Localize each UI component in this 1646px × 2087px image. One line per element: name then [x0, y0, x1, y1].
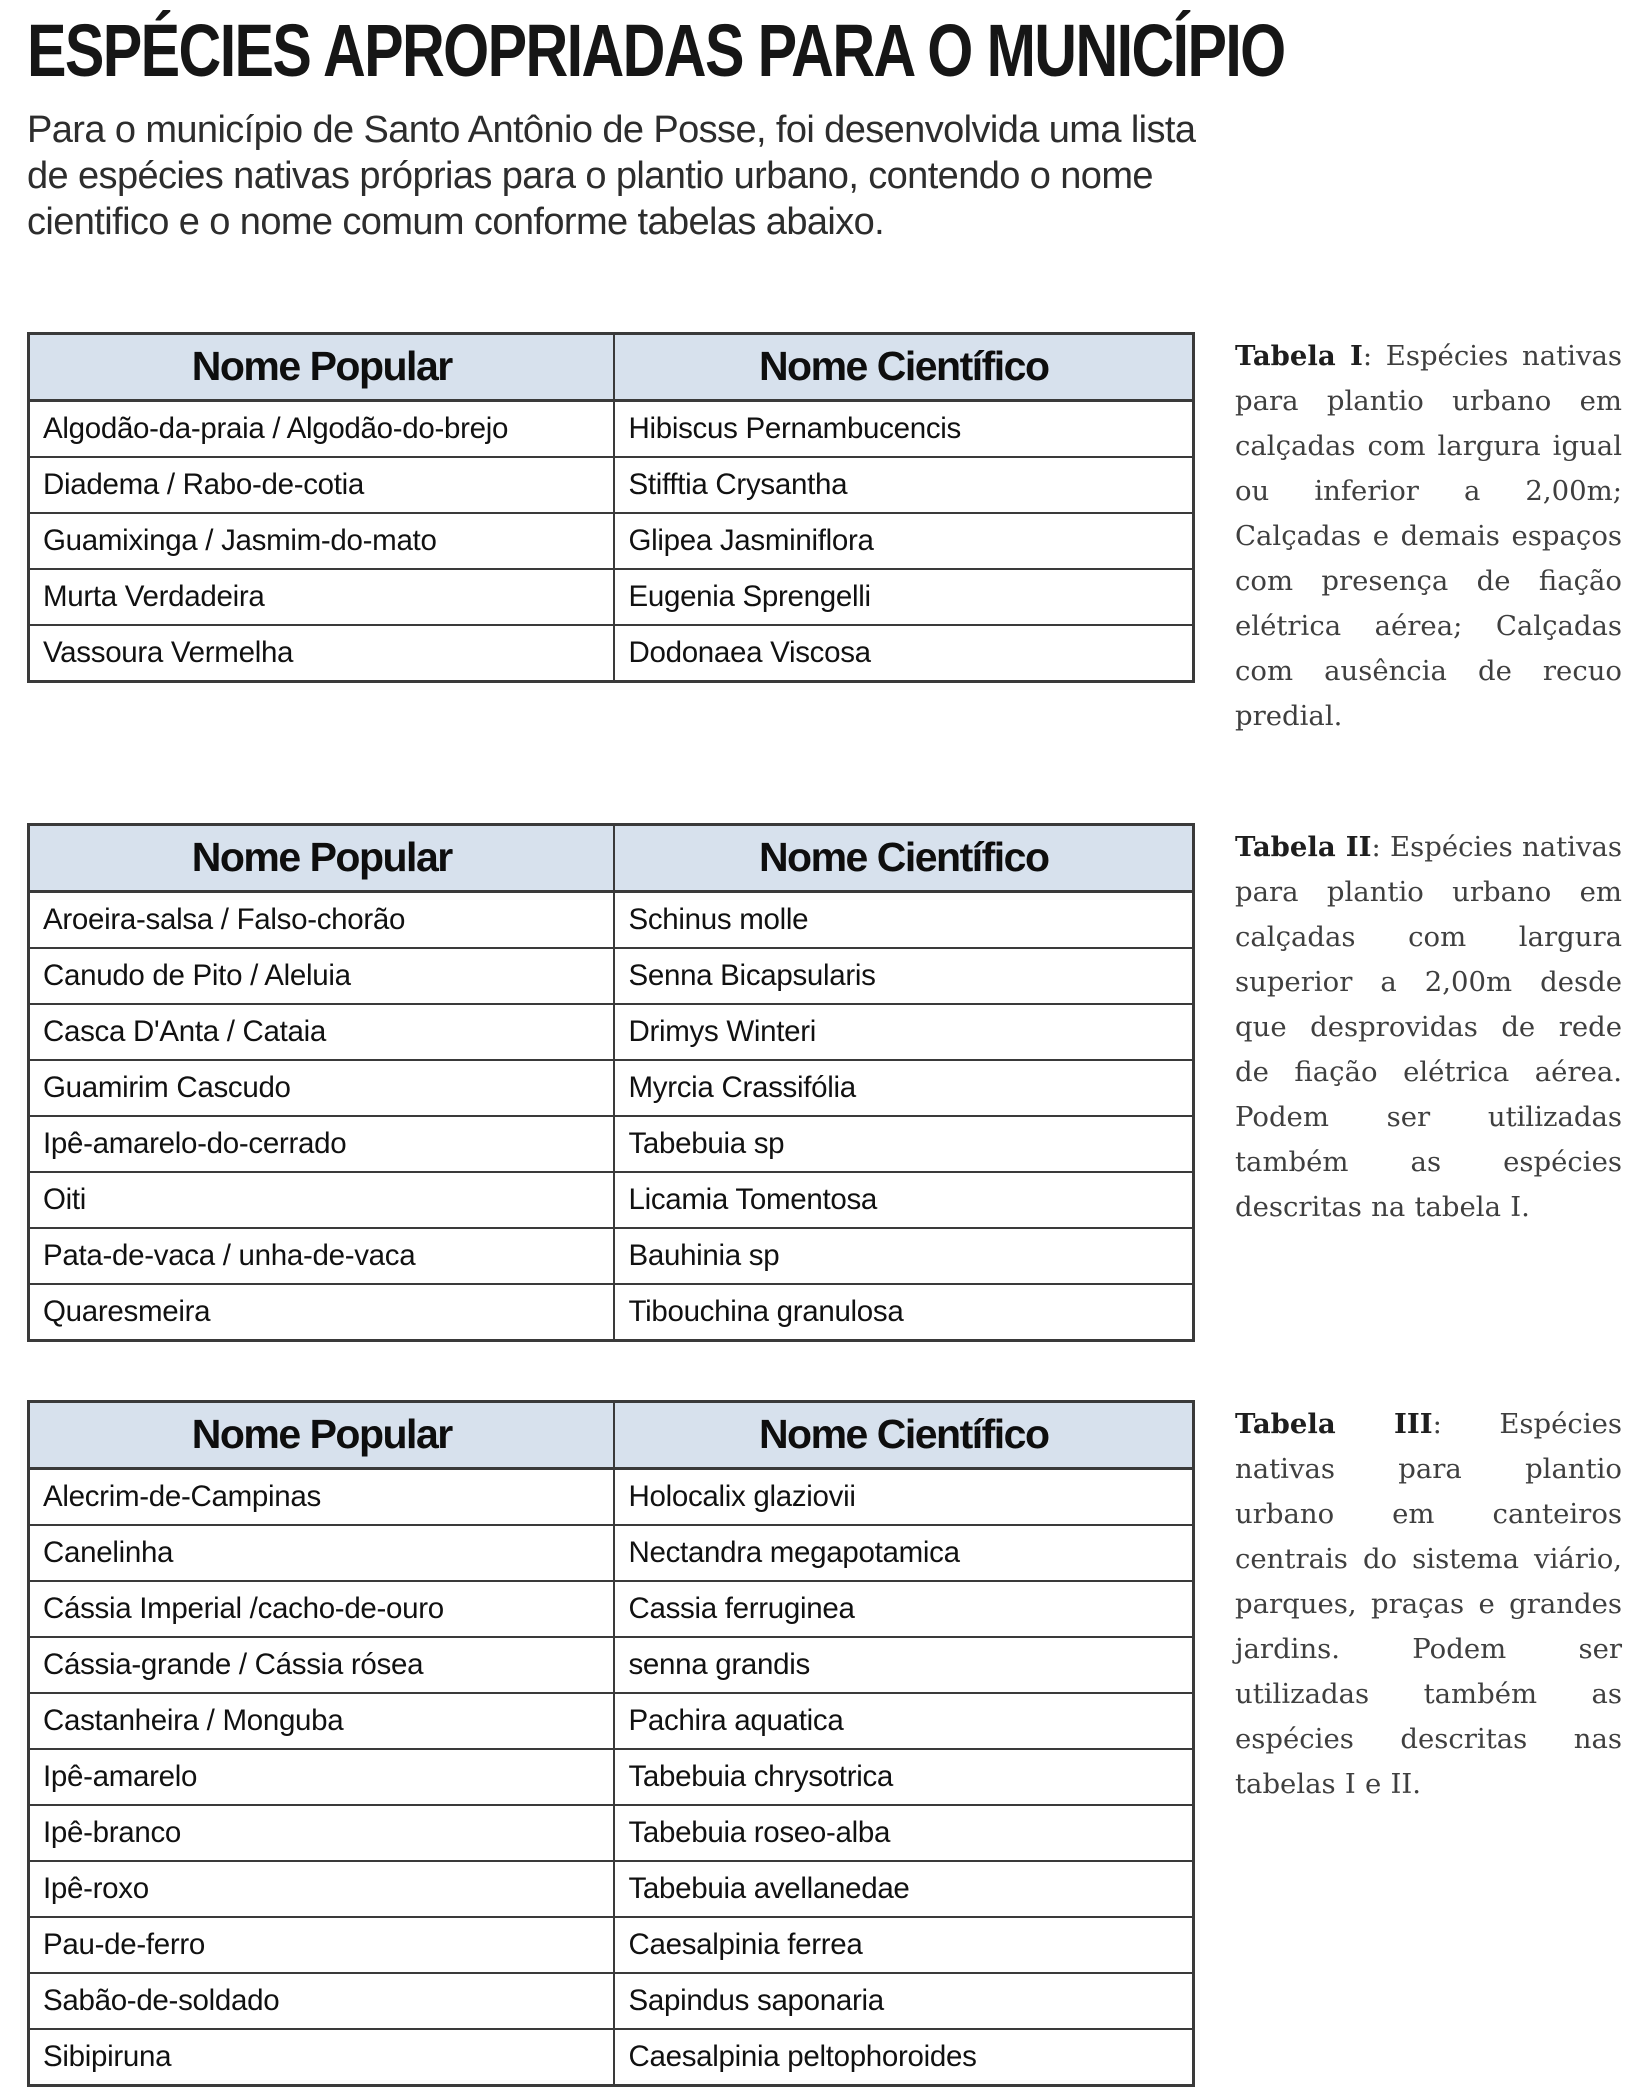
cell-nome-cientifico: Schinus molle [614, 891, 1193, 948]
cell-nome-cientifico: Licamia Tomentosa [614, 1172, 1193, 1228]
cell-nome-cientifico: Tabebuia roseo-alba [614, 1805, 1193, 1861]
table-header-row [29, 333, 1194, 400]
tabela-1 [27, 332, 1195, 683]
column-header-nome-popular: Nome Popular [29, 333, 615, 400]
cell-nome-cientifico: Glipea Jasminiflora [614, 513, 1193, 569]
cell-nome-popular: Guamixinga / Jasmim-do-mato [29, 513, 615, 569]
column-header-nome-cientifico: Nome Científico [614, 1401, 1193, 1468]
cell-nome-cientifico: Sapindus saponaria [614, 1973, 1193, 2029]
note-text: : Espécies nativas para plantio urbano em calçadas com largura igual ou inferior a 2,00m; Calçadas e demais espaços com presença de fiação elétrica aérea; Calçadas com ausência de recuo predial. [1235, 339, 1622, 732]
cell-nome-cientifico: Dodonaea Viscosa [614, 625, 1193, 682]
column-header-nome-cientifico: Nome Científico [614, 824, 1193, 891]
cell-nome-cientifico: Drimys Winteri [614, 1004, 1193, 1060]
cell-nome-cientifico: Pachira aquatica [614, 1693, 1193, 1749]
column-header-nome-cientifico: Nome Científico [614, 333, 1193, 400]
cell-nome-cientifico: Senna Bicapsularis [614, 948, 1193, 1004]
cell-nome-cientifico: Holocalix glaziovii [614, 1468, 1193, 1525]
table-row [29, 513, 1194, 569]
table-row [29, 891, 1194, 948]
table-row [29, 400, 1194, 457]
cell-nome-popular: Algodão-da-praia / Algodão-do-brejo [29, 400, 615, 457]
table-row [29, 1749, 1194, 1805]
table-row [29, 2029, 1194, 2086]
tabela-2-block [27, 823, 1622, 1342]
cell-nome-cientifico: Nectandra megapotamica [614, 1525, 1193, 1581]
cell-nome-popular: Oiti [29, 1172, 615, 1228]
cell-nome-cientifico: Caesalpinia ferrea [614, 1917, 1193, 1973]
cell-nome-cientifico: Tibouchina granulosa [614, 1284, 1193, 1341]
note-text: : Espécies nativas para plantio urbano em canteiros centrais do sistema viário, parques, praças e grandes jardins. Podem ser utilizadas também as espécies descritas nas tabelas I e II. [1235, 1407, 1622, 1800]
note-text: : Espécies nativas para plantio urbano em calçadas com largura superior a 2,00m desde que desprovidas de rede de fiação elétrica aérea. Podem ser utilizadas também as espécies descritas na tabela I. [1235, 830, 1622, 1223]
table-row [29, 1581, 1194, 1637]
table-header-row [29, 1401, 1194, 1468]
cell-nome-popular: Sabão-de-soldado [29, 1973, 615, 2029]
table-row [29, 1116, 1194, 1172]
intro-paragraph: Para o município de Santo Antônio de Posse, foi desenvolvida uma lista de espécies nativas próprias para o plantio urbano, contendo o nome cientifico e o nome comum conforme tabelas abaixo. [27, 109, 1196, 243]
table-row [29, 457, 1194, 513]
tabela-2 [27, 823, 1195, 1342]
cell-nome-popular: Pata-de-vaca / unha-de-vaca [29, 1228, 615, 1284]
cell-nome-popular: Aroeira-salsa / Falso-chorão [29, 891, 615, 948]
cell-nome-popular: Canudo de Pito / Aleluia [29, 948, 615, 1004]
page-title: ESPÉCIES APROPRIADAS PARA O MUNICÍPIO [27, 9, 1285, 92]
table-row [29, 1637, 1194, 1693]
table-row [29, 1060, 1194, 1116]
table-row [29, 1284, 1194, 1341]
tabela-1-block [27, 332, 1622, 739]
table-row [29, 1805, 1194, 1861]
cell-nome-popular: Guamirim Cascudo [29, 1060, 615, 1116]
table-header-row [29, 824, 1194, 891]
cell-nome-cientifico: senna grandis [614, 1637, 1193, 1693]
cell-nome-cientifico: Tabebuia avellanedae [614, 1861, 1193, 1917]
table-row [29, 1693, 1194, 1749]
table-row [29, 1917, 1194, 1973]
table-row [29, 1973, 1194, 2029]
cell-nome-cientifico: Tabebuia sp [614, 1116, 1193, 1172]
tabela-3-block [27, 1400, 1622, 2087]
cell-nome-popular: Diadema / Rabo-de-cotia [29, 457, 615, 513]
column-header-nome-popular: Nome Popular [29, 1401, 615, 1468]
cell-nome-cientifico: Bauhinia sp [614, 1228, 1193, 1284]
cell-nome-cientifico: Stifftia Crysantha [614, 457, 1193, 513]
cell-nome-popular: Vassoura Vermelha [29, 625, 615, 682]
table-row [29, 1228, 1194, 1284]
column-header-nome-popular: Nome Popular [29, 824, 615, 891]
note-label: Tabela I [1235, 339, 1363, 372]
cell-nome-popular: Pau-de-ferro [29, 1917, 615, 1973]
cell-nome-cientifico: Eugenia Sprengelli [614, 569, 1193, 625]
tabela-3 [27, 1400, 1195, 2087]
cell-nome-cientifico: Caesalpinia peltophoroides [614, 2029, 1193, 2086]
table-row [29, 1172, 1194, 1228]
cell-nome-popular: Murta Verdadeira [29, 569, 615, 625]
cell-nome-cientifico: Hibiscus Pernambucencis [614, 400, 1193, 457]
cell-nome-cientifico: Cassia ferruginea [614, 1581, 1193, 1637]
cell-nome-popular: Cássia-grande / Cássia rósea [29, 1637, 615, 1693]
cell-nome-popular: Quaresmeira [29, 1284, 615, 1341]
cell-nome-popular: Cássia Imperial /cacho-de-ouro [29, 1581, 615, 1637]
cell-nome-popular: Castanheira / Monguba [29, 1693, 615, 1749]
cell-nome-popular: Ipê-amarelo-do-cerrado [29, 1116, 615, 1172]
table-row [29, 569, 1194, 625]
cell-nome-popular: Canelinha [29, 1525, 615, 1581]
table-row [29, 948, 1194, 1004]
table-row [29, 1468, 1194, 1525]
table-row [29, 1525, 1194, 1581]
table-row [29, 1004, 1194, 1060]
cell-nome-popular: Ipê-amarelo [29, 1749, 615, 1805]
note-label: Tabela III [1235, 1407, 1433, 1440]
table-row [29, 1861, 1194, 1917]
cell-nome-popular: Casca D'Anta / Cataia [29, 1004, 615, 1060]
cell-nome-popular: Alecrim-de-Campinas [29, 1468, 615, 1525]
cell-nome-cientifico: Tabebuia chrysotrica [614, 1749, 1193, 1805]
note-label: Tabela II [1235, 830, 1372, 863]
table-row [29, 625, 1194, 682]
tabela-3-note [1235, 1402, 1622, 1807]
cell-nome-popular: Ipê-roxo [29, 1861, 615, 1917]
tabela-2-note [1235, 825, 1622, 1230]
tabela-1-note [1235, 334, 1622, 739]
cell-nome-cientifico: Myrcia Crassifólia [614, 1060, 1193, 1116]
cell-nome-popular: Sibipiruna [29, 2029, 615, 2086]
cell-nome-popular: Ipê-branco [29, 1805, 615, 1861]
